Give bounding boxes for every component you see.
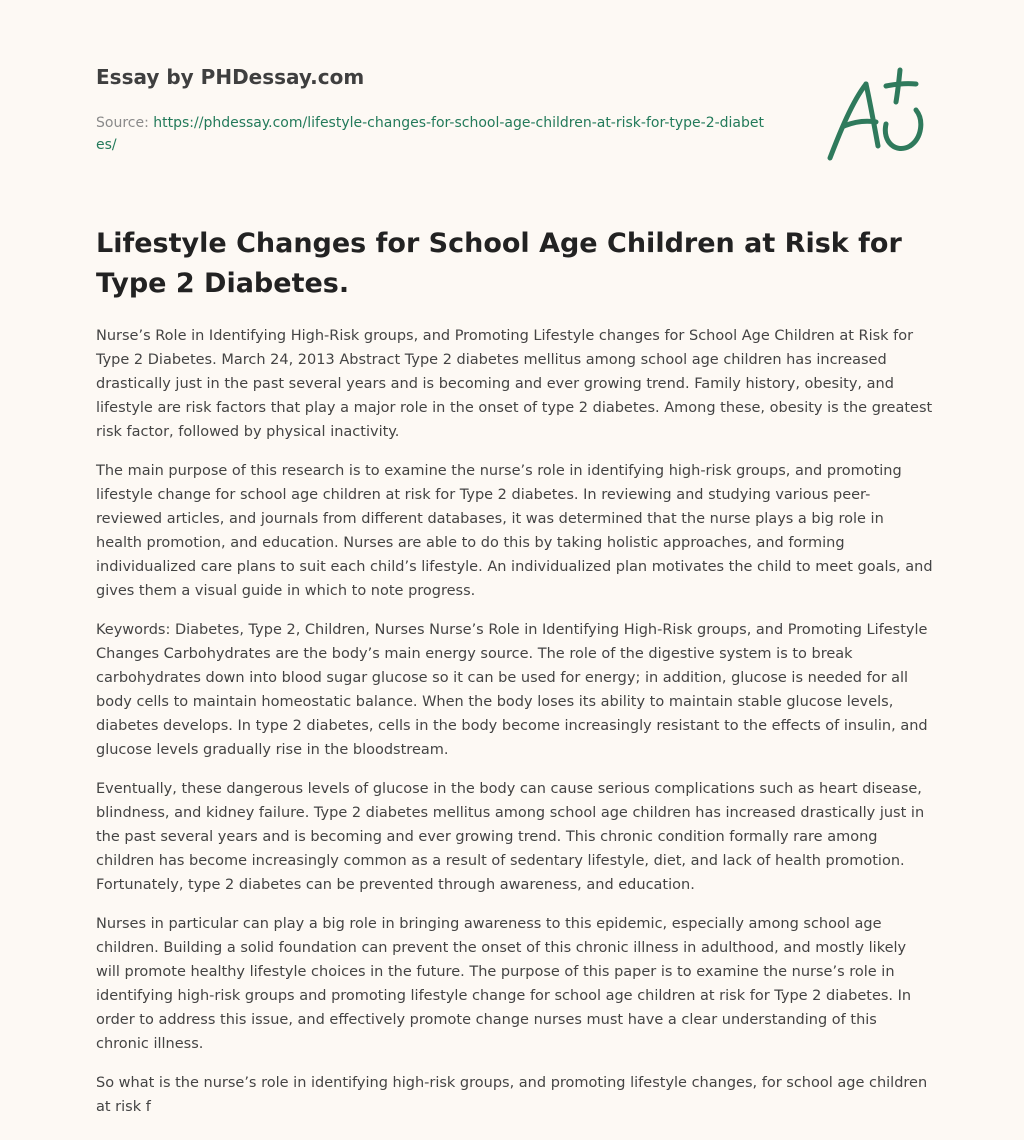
essay-title: Lifestyle Changes for School Age Children at Risk for Type 2 Diabetes. [96,228,902,299]
essay-paragraph: Nurses in particular can play a big role in bringing awareness to this epidemic, especially among school age children. Building a solid foundation can prevent the onset of this chronic illness in adulthood, and mostly likely will promote healthy lifestyle choices in the future. The purpose of this paper is to examine the nurse’s role in identifying high-risk groups and promoting lifestyle change for school age children at risk for Type 2 diabetes. In order to address this issue, and effectively promote change nurses must have a clear understanding of this chronic illness. [96,916,912,1052]
essay-body [96,324,934,1134]
essay-paragraph: Eventually, these dangerous levels of glucose in the body can cause serious complications such as heart disease, blindness, and kidney failure. Type 2 diabetes mellitus among school age children has increased drastically just in the past several years and is becoming and ever growing trend. This chronic condition formally rare among children has become increasingly common as a result of sedentary lifestyle, diet, and lack of health promotion. Fortunately, type 2 diabetes can be prevented through awareness, and education. [96,781,925,893]
essay-paragraph: The main purpose of this research is to examine the nurse’s role in identifying high-risk groups, and promoting lifestyle change for school age children at risk for Type 2 diabetes. In reviewing and studying various peer-reviewed articles, and journals from different databases, it was determined that the nurse plays a big role in health promotion, and education. Nurses are able to do this by taking holistic approaches, and forming individualized care plans to suit each child’s lifestyle. An individualized plan motivates the child to meet goals, and gives them a visual guide in which to note progress. [96,463,933,599]
a-plus-logo-icon [820,62,930,168]
essay-header [96,62,776,156]
essay-paragraph: So what is the nurse’s role in identifying high-risk groups, and promoting lifestyle changes, for school age children at risk f [96,1075,928,1115]
a-plus-logo [820,62,930,168]
source-link[interactable]: https://phdessay.com/lifestyle-changes-for-school-age-children-at-risk-for-type-2-diabetes/ [96,115,764,153]
source-label: Source: [96,115,154,131]
essay-paragraph: Nurse’s Role in Identifying High-Risk groups, and Promoting Lifestyle changes for School Age Children at Risk for Type 2 Diabetes. March 24, 2013 Abstract Type 2 diabetes mellitus among school age children has increased drastically just in the past several years and is becoming and ever growing trend. Family history, obesity, and lifestyle are risk factors that play a major role in the onset of type 2 diabetes. Among these, obesity is the greatest risk factor, followed by physical inactivity. [96,328,933,440]
source-line [96,112,766,156]
site-brand: Essay by PHDessay.com [96,65,365,89]
essay-paragraph: Keywords: Diabetes, Type 2, Children, Nurses Nurse’s Role in Identifying High-Risk groups, and Promoting Lifestyle Changes Carbohydrates are the body’s main energy source. The role of the digestive system is to break carbohydrates down into blood sugar glucose so it can be used for energy; in addition, glucose is needed for all body cells to maintain homeostatic balance. When the body loses its ability to maintain stable glucose levels, diabetes develops. In type 2 diabetes, cells in the body become increasingly resistant to the effects of insulin, and glucose levels gradually rise in the bloodstream. [96,622,928,758]
